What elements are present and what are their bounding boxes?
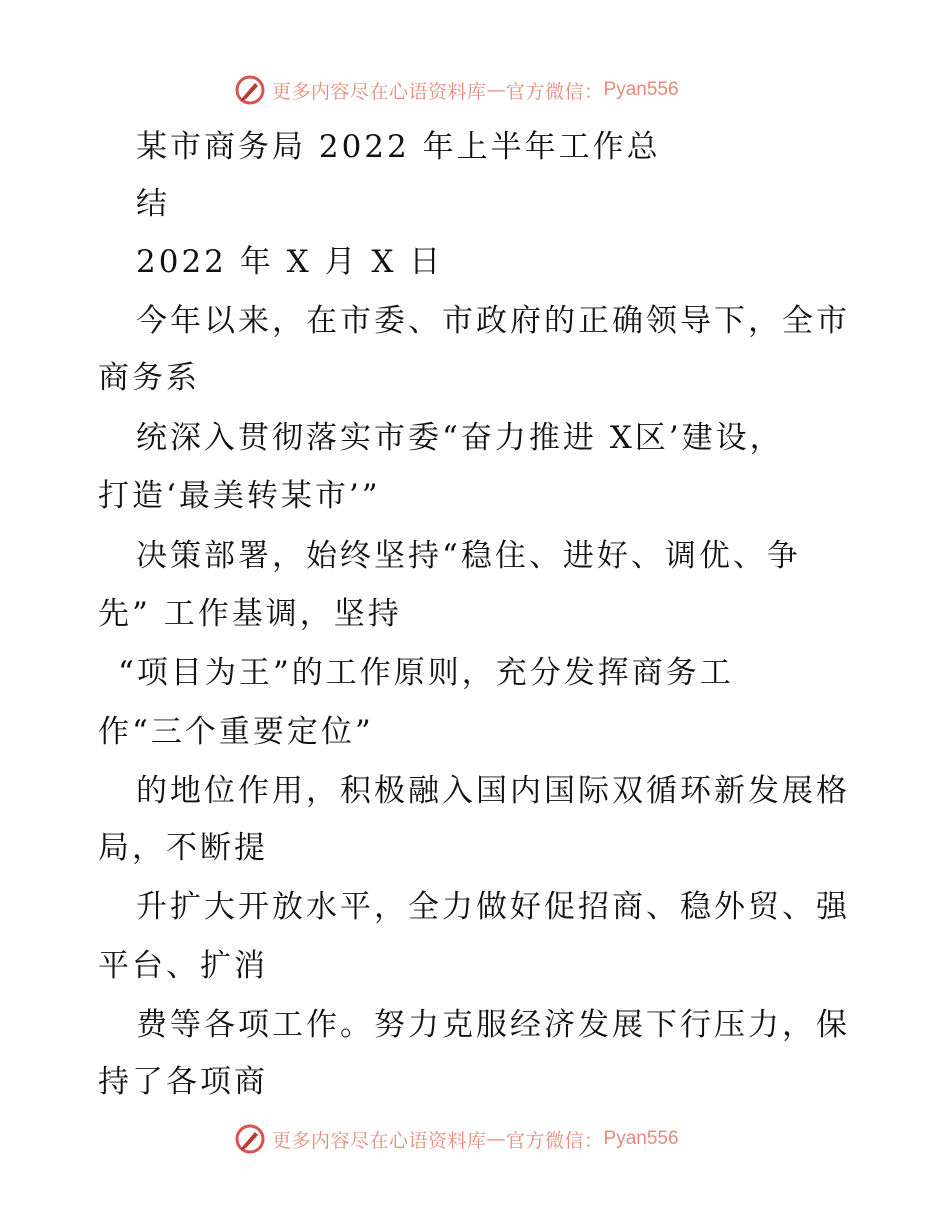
- body-line: 先” 工作基调，坚持: [98, 596, 402, 632]
- watermark-contact-label: 官方微信：: [506, 80, 604, 103]
- body-line: 商务系: [98, 360, 200, 396]
- watermark-contact-label: 官方微信：: [506, 1129, 604, 1152]
- body-line: 决策部署，始终坚持“稳住、进好、调优、争: [136, 538, 801, 574]
- body-line: 统深入贯彻落实市委“奋力推进 X区’建设，: [136, 420, 784, 456]
- body-line: 作“三个重要定位”: [98, 714, 374, 750]
- body-line: 的地位作用，积极融入国内国际双循环新发展格: [136, 773, 850, 809]
- watermark-banner-bottom: [234, 1122, 679, 1156]
- body-line: 费等各项工作。努力克服经济发展下行压力，保: [136, 1007, 850, 1043]
- body-line: 今年以来，在市委、市政府的正确领导下，全市: [136, 303, 850, 339]
- body-line: 持了各项商: [98, 1064, 268, 1100]
- watermark-account: Pyan556: [603, 79, 679, 100]
- body-line: 升扩大开放水平，全力做好促招商、稳外贸、强: [136, 889, 850, 925]
- watermark-account: Pyan556: [603, 1128, 679, 1149]
- body-line: 平台、扩消: [98, 948, 268, 984]
- body-line: 局，不断提: [98, 830, 268, 866]
- document-title-line-1: 某市商务局 2022 年上半年工作总: [136, 129, 661, 165]
- watermark-separator: —: [486, 1128, 507, 1150]
- body-line: 打造‘最美转某市’”: [98, 478, 381, 514]
- pen-logo-icon: [234, 74, 266, 106]
- watermark-separator: —: [486, 79, 507, 101]
- watermark-banner-top: [234, 73, 679, 107]
- document-date: 2022 年 X 月 X 日: [136, 244, 444, 280]
- pen-logo-icon: [234, 1123, 266, 1155]
- watermark-text: 更多内容尽在心语资料库: [272, 1129, 487, 1152]
- document-title-line-2: 结: [136, 186, 170, 222]
- body-line: “项目为王”的工作原则，充分发挥商务工: [118, 655, 734, 691]
- watermark-text: 更多内容尽在心语资料库: [272, 80, 487, 103]
